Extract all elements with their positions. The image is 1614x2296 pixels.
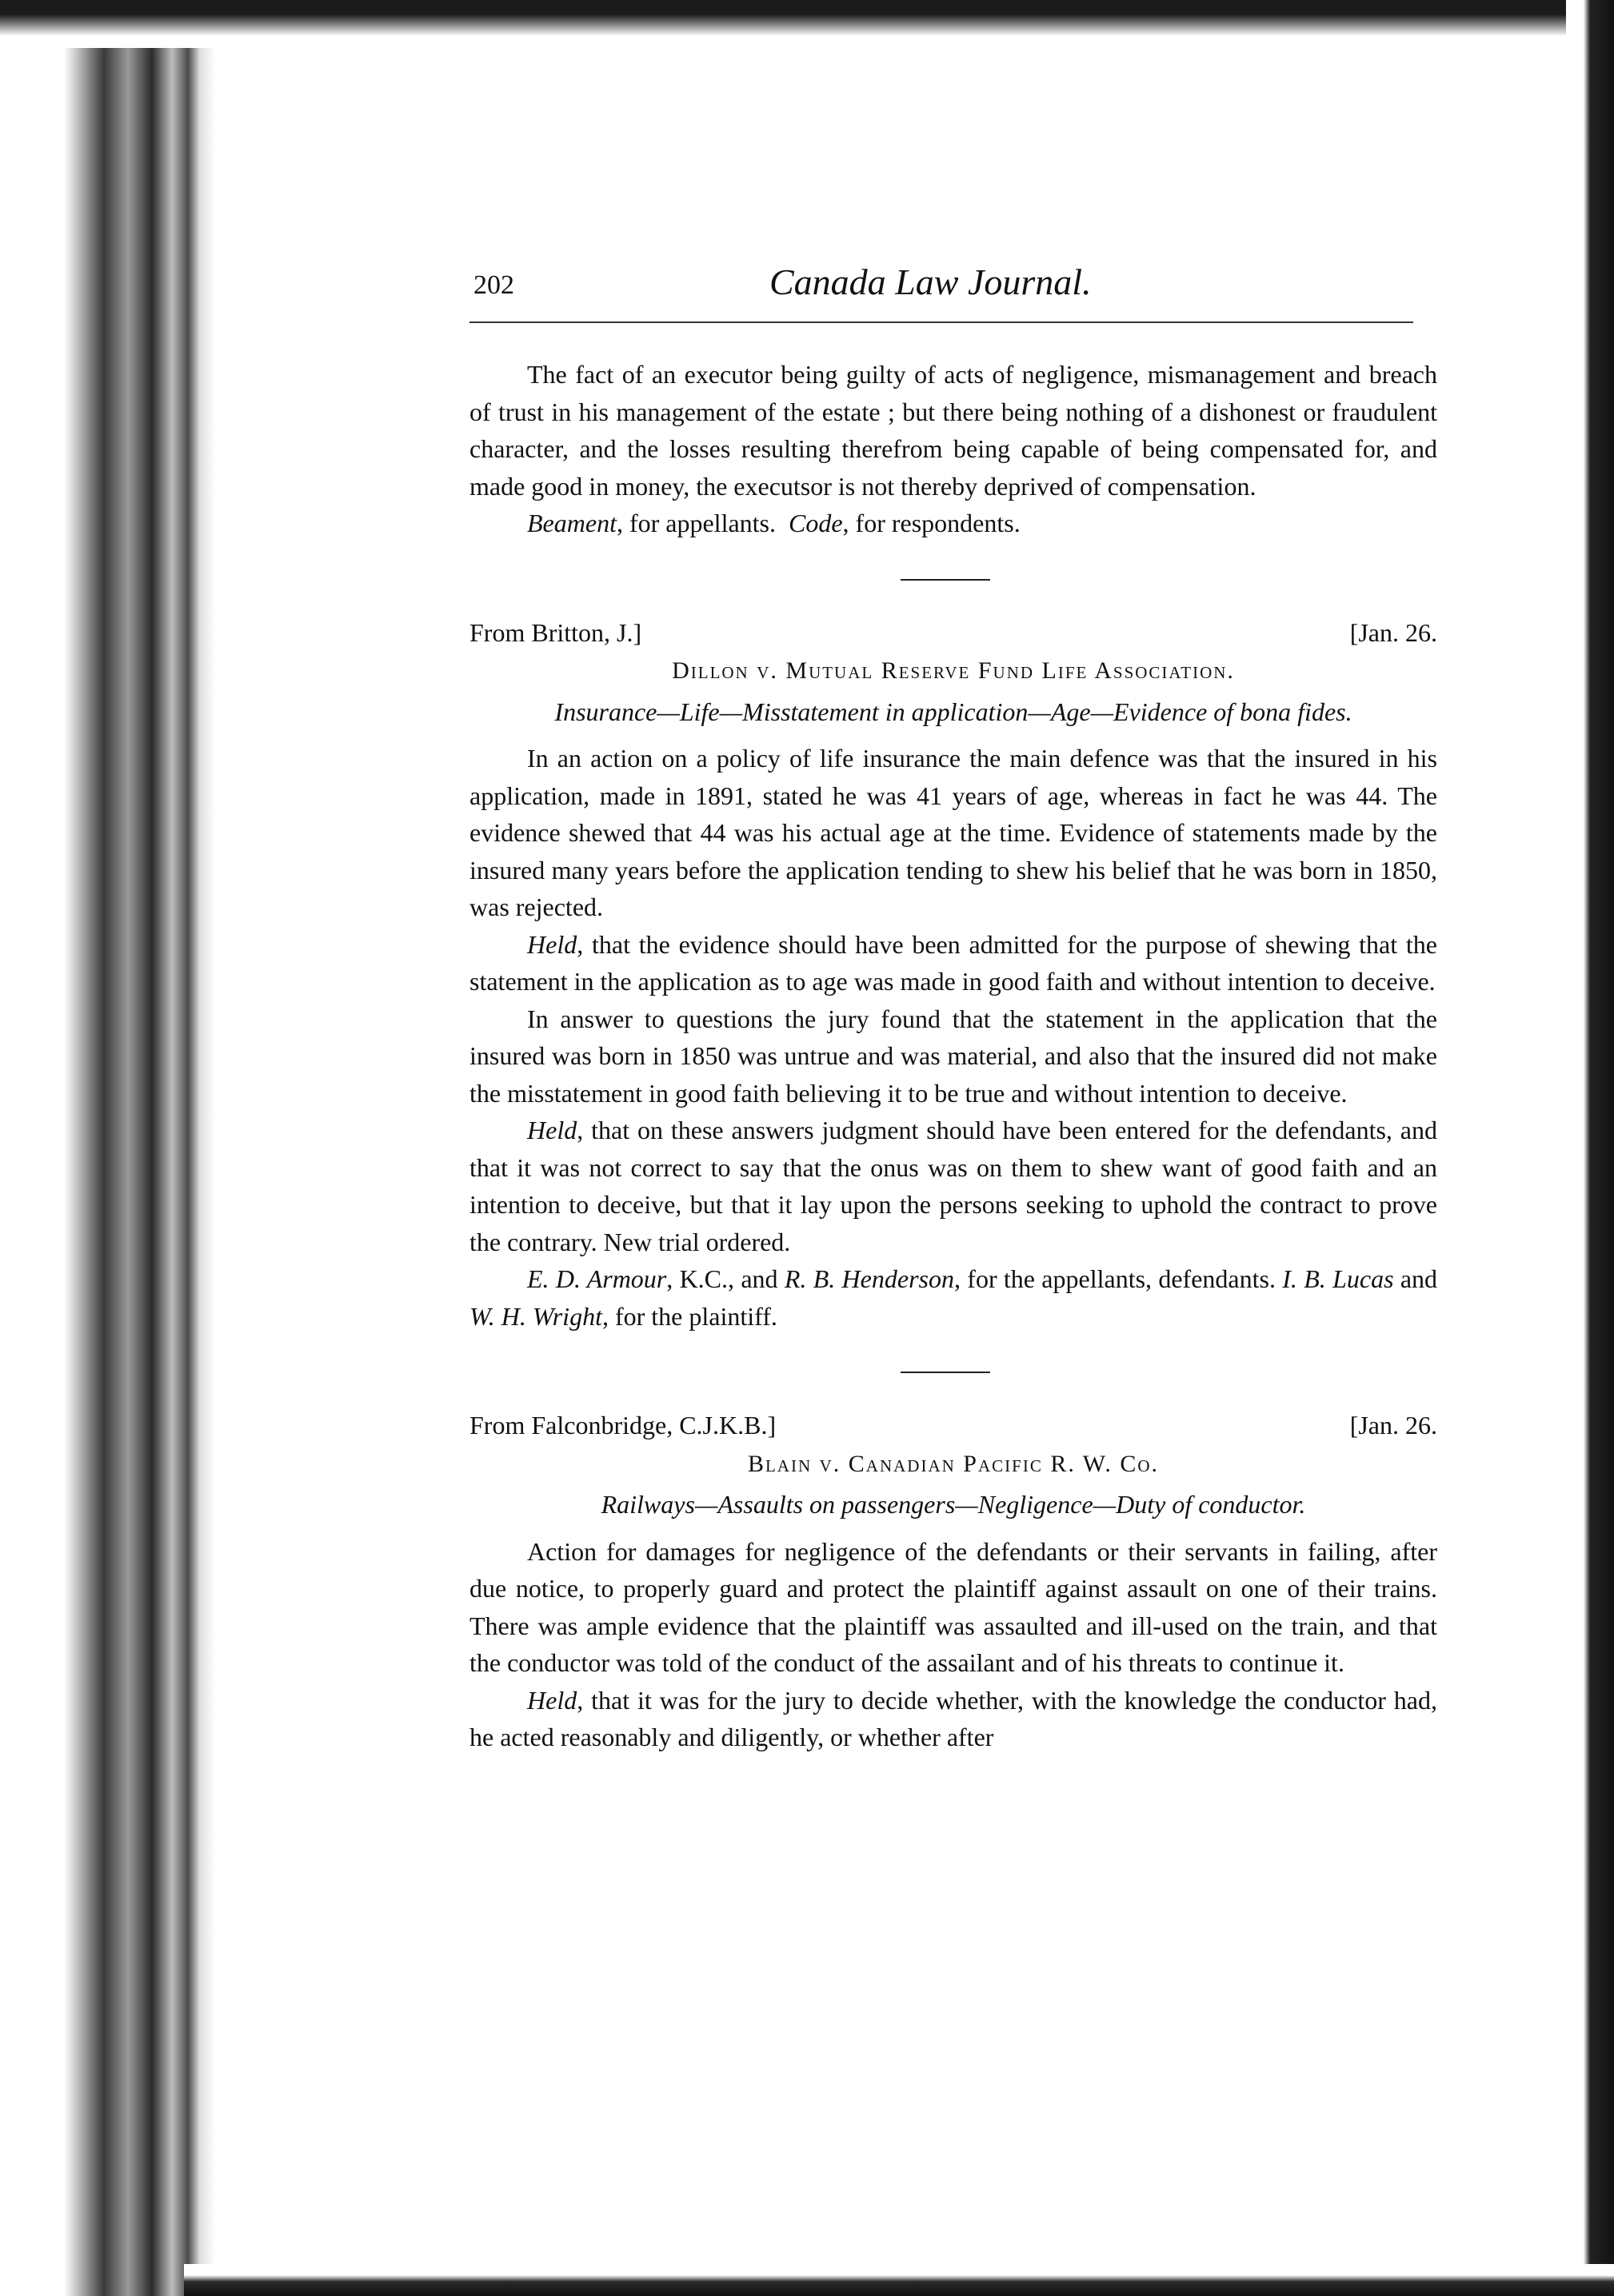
case-title: Blain v. Canadian Pacific R. W. Co. — [747, 1450, 1160, 1477]
section-separator — [901, 579, 990, 581]
case-paragraph — [469, 1682, 1437, 1756]
held-text: , that on these answers judgment should have been entered for the defendants, and that it was not correct to say that the onus was on them to shew want of good faith and an intention to deceive, but that it lay upon the persons seeking to uphold the contract to prove the contrary. New trial ordered. — [469, 1116, 1437, 1256]
case-date: [Jan. 26. — [1349, 617, 1437, 647]
case-date: [Jan. 26. — [1349, 1411, 1437, 1439]
counsel-appellant-role: , for appellants. — [616, 509, 776, 537]
scan-right-edge — [1566, 0, 1614, 2296]
scan-bottom-edge — [184, 2264, 1614, 2296]
counsel-name: W. H. Wright — [469, 1301, 602, 1331]
case-headnote: Insurance—Life—Misstatement in application—Age—Evidence of bona fides. — [554, 697, 1352, 726]
case-from: From Britton, J.] — [469, 617, 642, 647]
case-source-line — [469, 614, 1437, 652]
section-separator — [901, 1372, 990, 1373]
page-number: 202 — [473, 270, 514, 300]
journal-page — [469, 264, 1437, 1756]
counsel-name: E. D. Armour — [527, 1264, 667, 1293]
scan-left-edge — [0, 0, 216, 2296]
dillon-case — [469, 614, 1437, 1336]
case-from: From Falconbridge, C.J.K.B.] — [469, 1411, 777, 1439]
counsel-name: R. B. Henderson — [784, 1264, 954, 1293]
first-case — [469, 356, 1437, 542]
case-title: Dillon v. Mutual Reserve Fund Life Association. — [672, 657, 1235, 684]
case-paragraph — [469, 1112, 1437, 1260]
case-paragraph: In an action on a policy of life insurance the main defence was that the insured in his application, made in 1891, stated he was 41 years of age, whereas in fact he was 44. The evidence shewed that 44 was his actual age at the time. Evidence of statements made by the insured many years before the application tending to shew his belief that he was born in 1850, was rejected. — [469, 744, 1437, 921]
held-text: , that it was for the jury to decide whether, with the knowledge the conductor had, he acted reasonably and diligently, or whether after — [469, 1685, 1437, 1751]
blain-case — [469, 1407, 1437, 1756]
counsel-text: , K.C., and — [666, 1264, 785, 1293]
header-rule — [469, 321, 1413, 323]
journal-title: Canada Law Journal. — [769, 262, 1092, 302]
case-paragraph: Action for damages for negligence of the defendants or their servants in failing, after due notice, to properly guard and protect the plaintiff against assault on one of their trains. There was ample evidence that the plaintiff was assaulted and ill-used on the train, and that the conductor was told of the conduct of the assailant and of his threats to continue it. — [469, 1536, 1437, 1677]
counsel-respondent-name: Code — [789, 509, 843, 537]
case-paragraph — [469, 926, 1437, 1000]
case-counsel — [469, 1260, 1437, 1335]
held-text: , that the evidence should have been admitted for the purpose of shewing that the statement in the application as to age was made in good faith and without intention to deceive. — [469, 929, 1437, 996]
first-case-counsel — [469, 505, 1437, 542]
counsel-text: , for the appellants, defendants. — [953, 1264, 1283, 1293]
scan-top-edge — [0, 0, 1614, 48]
case-headnote: Railways—Assaults on passengers—Negligence—Duty of conductor. — [601, 1490, 1306, 1519]
held-label: Held — [527, 1116, 577, 1144]
case-source-line — [469, 1407, 1437, 1444]
counsel-respondent-role: , for respondents. — [842, 509, 1021, 537]
counsel-text: and — [1393, 1264, 1438, 1293]
counsel-appellant-name: Beament — [527, 509, 617, 537]
held-label: Held — [527, 1685, 577, 1715]
counsel-name: I. B. Lucas — [1282, 1264, 1394, 1293]
first-case-paragraph: The fact of an executor being guilty of acts of negligence, mismanagement and breach of trust in his management of the estate ; but there being nothing of a dishonest or fraudulent character, and the losses resulting therefrom being capable of being compensated for, and made good in money, the executsor is not thereby deprived of compensation. — [469, 360, 1437, 501]
held-label: Held — [527, 929, 577, 959]
page-header — [469, 264, 1437, 312]
case-paragraph: In answer to questions the jury found that the statement in the application that the insured was born in 1850 was untrue and was material, and also that the insured did not make the misstatement in good faith believing it to be true and without intention to deceive. — [469, 1004, 1437, 1108]
counsel-text: , for the plaintiff. — [601, 1301, 777, 1331]
